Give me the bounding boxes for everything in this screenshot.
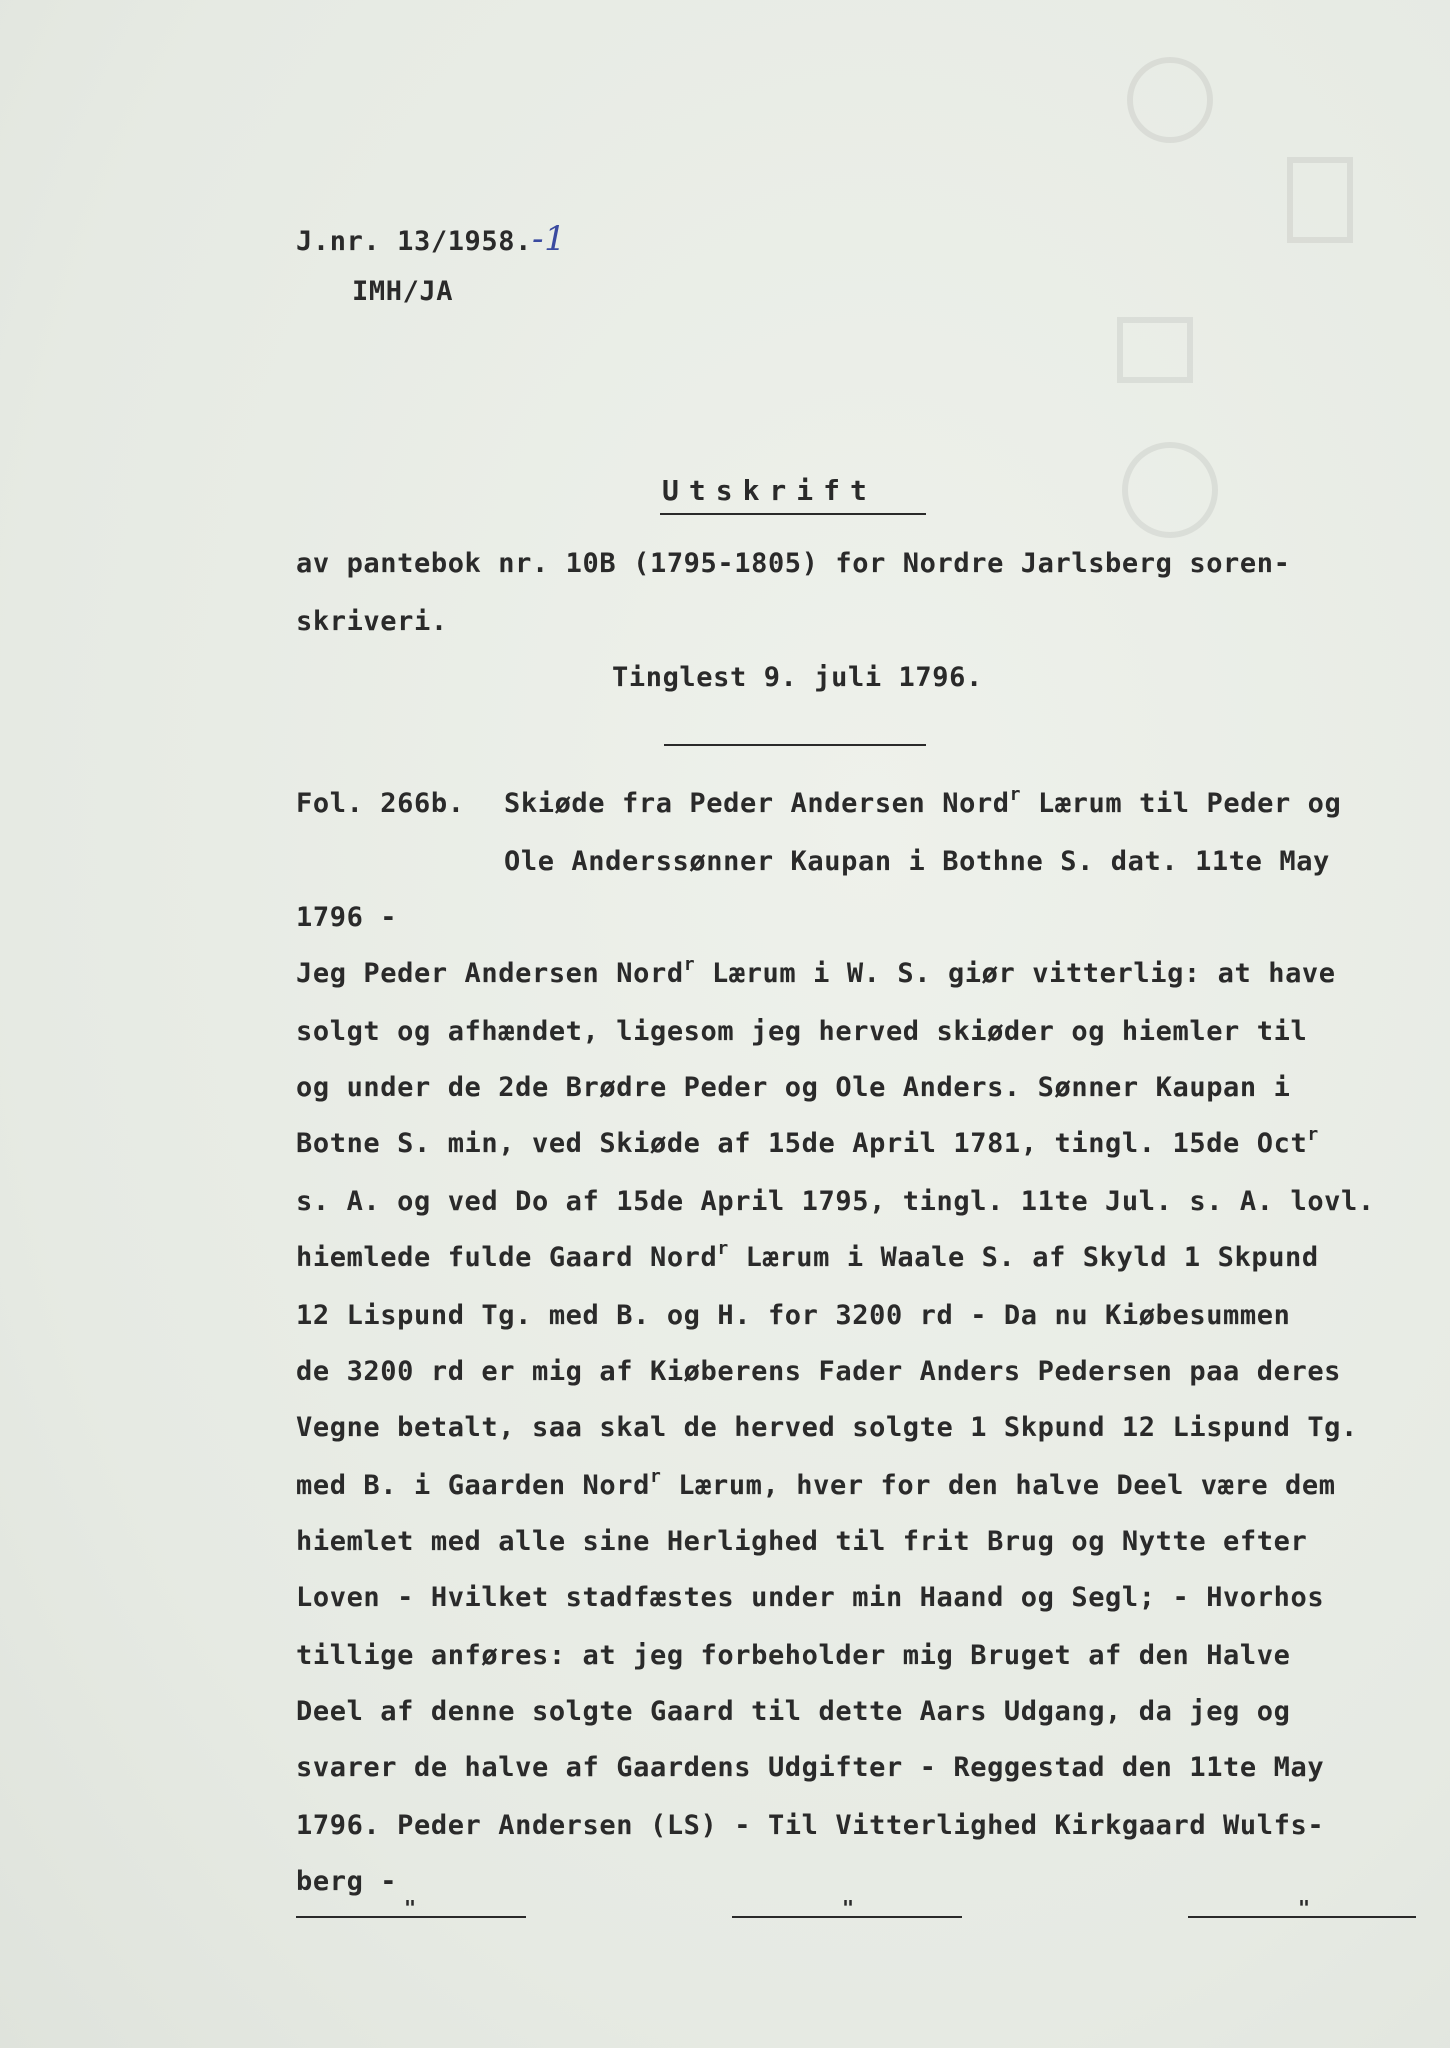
document-title: Utskrift: [662, 474, 877, 507]
body-line-16: 1796. Peder Andersen (LS) - Til Vitterlighed Kirkgaard Wulfs-: [296, 1810, 1325, 1841]
body-line-3: og under de 2de Brødre Peder og Ole Anders. Sønner Kaupan i: [296, 1072, 1291, 1103]
subtitle-line-2: skriveri.: [296, 606, 448, 637]
body-line-5: s. A. og ved Do af 15de April 1795, tingl. 11te Jul. s. A. lovl.: [296, 1186, 1375, 1217]
initials: IMH/JA: [352, 276, 454, 307]
superscript-r: r: [1307, 1124, 1319, 1145]
body-line-14: Deel af denne solgte Gaard til dette Aars Udgang, da jeg og: [296, 1696, 1291, 1727]
body-line-11: hiemlet med alle sine Herlighed til frit Brug og Nytte efter: [296, 1526, 1308, 1557]
body-line-2: solgt og afhændet, ligesom jeg herved skiøder og hiemler til: [296, 1016, 1308, 1047]
body-line-4: [296, 1124, 1319, 1159]
body-line-6: [296, 1238, 1319, 1273]
title-underline: [660, 513, 926, 515]
folio-line-2: Ole Anderssønner Kaupan i Bothne S. dat. 11te May: [504, 846, 1330, 877]
folio-line-1-a: Skiøde fra Peder Andersen Nord: [504, 788, 1010, 819]
superscript-r: r: [1009, 784, 1022, 805]
body-line-6-a: hiemlede fulde Gaard Nord: [296, 1242, 718, 1273]
journal-number: J.nr. 13/1958.: [296, 226, 532, 257]
journal-suffix-handwritten: -1: [531, 219, 567, 259]
body-line-10-a: med B. i Gaarden Nord: [296, 1470, 650, 1501]
superscript-r: r: [683, 954, 696, 975]
ditto-mark-right: ": [1298, 1896, 1311, 1920]
body-line-17: berg -: [296, 1866, 398, 1897]
body-line-12: Loven - Hvilket stadfæstes under min Haand og Segl; - Hvorhos: [296, 1582, 1325, 1613]
folio-line-1: [504, 784, 1342, 819]
body-line-10: [296, 1466, 1336, 1501]
body-line-9: Vegne betalt, saa skal de herved solgte 1 Skpund 12 Lispund Tg.: [296, 1412, 1358, 1443]
superscript-r: r: [649, 1466, 662, 1487]
body-line-1-b: Lærum i W. S. giør vitterlig: at have: [695, 958, 1336, 989]
subtitle-line-1: av pantebok nr. 10B (1795-1805) for Nordre Jarlsberg soren-: [296, 548, 1291, 579]
folio-line-1-b: Lærum til Peder og: [1021, 788, 1342, 819]
folio-label: Fol. 266b.: [296, 788, 465, 819]
ditto-mark-left: ": [404, 1896, 417, 1920]
body-line-4-a: Botne S. min, ved Skiøde af 15de April 1781, tingl. 15de Oct: [296, 1128, 1308, 1159]
superscript-r: r: [717, 1238, 729, 1259]
body-line-13: tillige anføres: at jeg forbeholder mig Bruget af den Halve: [296, 1640, 1291, 1671]
body-line-10-b: Lærum, hver for den halve Deel være dem: [661, 1470, 1336, 1501]
bleed-through-marks: [870, 40, 1390, 740]
ditto-mark-middle: ": [842, 1896, 855, 1920]
folio-line-3: 1796 -: [296, 902, 398, 933]
body-line-1: [296, 954, 1336, 989]
journal-number-line: [296, 219, 567, 259]
body-line-15: svarer de halve af Gaardens Udgifter - Reggestad den 11te May: [296, 1752, 1325, 1783]
body-line-6-b: Lærum i Waale S. af Skyld 1 Skpund: [728, 1242, 1319, 1273]
body-line-1-a: Jeg Peder Andersen Nord: [296, 958, 684, 989]
section-divider: [664, 744, 926, 746]
tinglest-date: Tinglest 9. juli 1796.: [612, 662, 983, 693]
body-line-8: de 3200 rd er mig af Kiøberens Fader Anders Pedersen paa deres: [296, 1356, 1342, 1387]
body-line-7: 12 Lispund Tg. med B. og H. for 3200 rd - Da nu Kiøbesummen: [296, 1300, 1291, 1331]
